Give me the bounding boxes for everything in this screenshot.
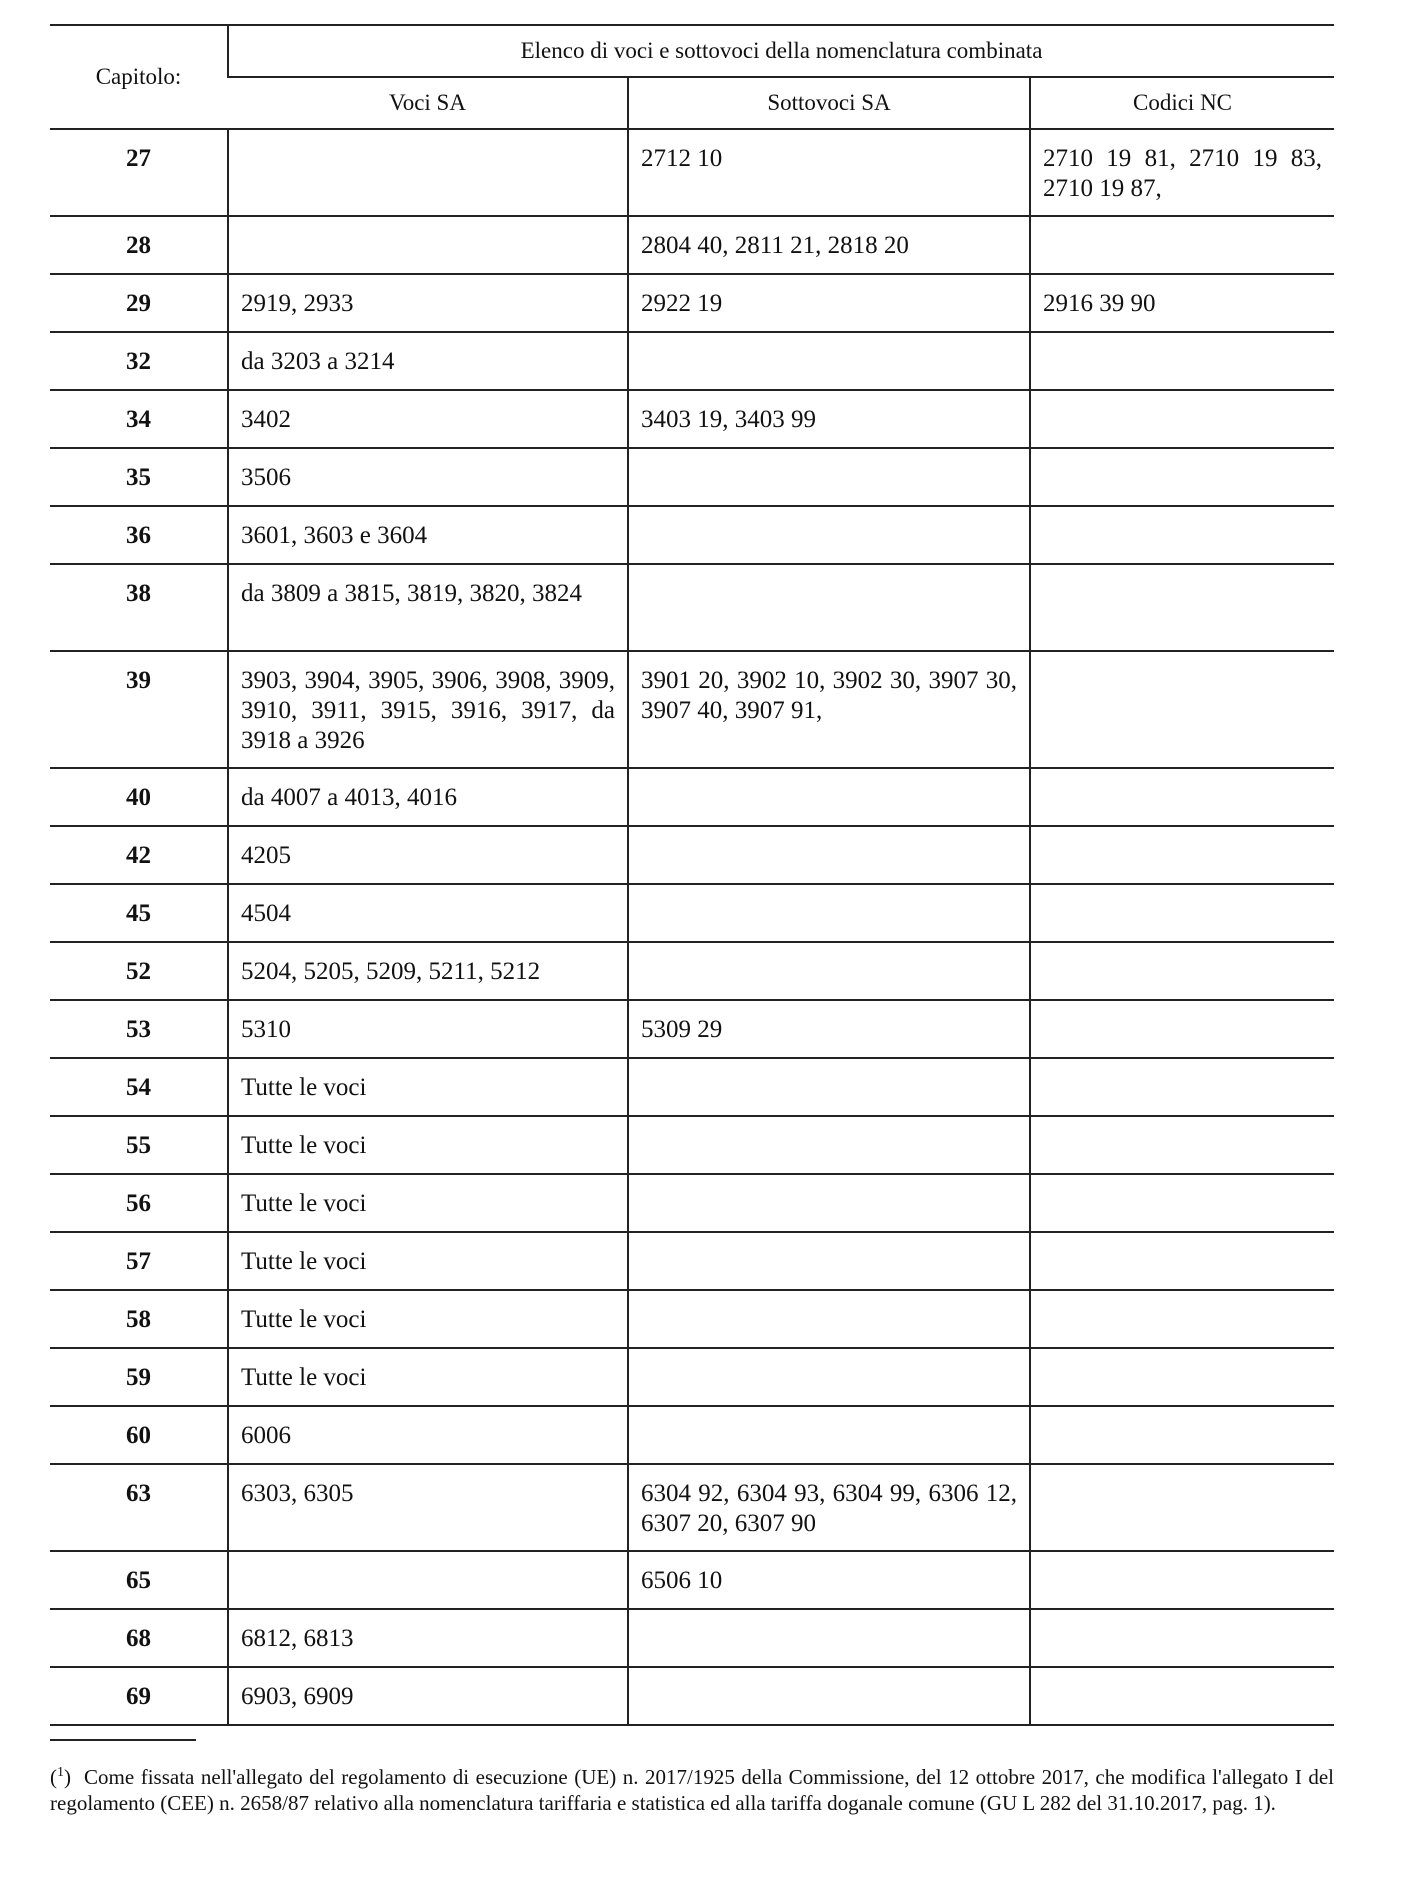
- voci-sa-cell: Tutte le voci: [228, 1116, 628, 1174]
- footnote-divider: [50, 1739, 196, 1741]
- table-row: [50, 274, 1334, 332]
- table-row: [50, 768, 1334, 826]
- sottovoci-sa-cell: [628, 1406, 1030, 1464]
- chapter-cell: 63: [50, 1464, 228, 1551]
- chapter-cell: 36: [50, 506, 228, 564]
- voci-sa-cell: Tutte le voci: [228, 1290, 628, 1348]
- chapter-cell: 29: [50, 274, 228, 332]
- codici-nc-cell: [1030, 448, 1334, 506]
- table-body: [50, 129, 1334, 1725]
- codici-nc-cell: [1030, 651, 1334, 768]
- codici-nc-cell: [1030, 826, 1334, 884]
- voci-sa-cell: 3402: [228, 390, 628, 448]
- footnote-marker: 1: [57, 1765, 64, 1780]
- codici-nc-cell: [1030, 332, 1334, 390]
- footnote: ($^1$) Come fissata nell'allegato del regolamento di esecuzione (UE) n. 2017/1925 della Commissione, del 12 ottobre 2017, che modifica l'allegato I del regolamento (CEE) n. 2658/87 relativo alla nomenclatura tariffaria e statistica ed alla tariffa doganale comune (GU L 282 del 31.10.2017, pag. 1).: [50, 1765, 1334, 1815]
- codici-nc-cell: [1030, 1290, 1334, 1348]
- voci-sa-cell: 4504: [228, 884, 628, 942]
- voci-sa-cell: 6903, 6909: [228, 1667, 628, 1725]
- codici-nc-cell: [1030, 768, 1334, 826]
- table-row: [50, 884, 1334, 942]
- table-row: [50, 1551, 1334, 1609]
- chapter-cell: 65: [50, 1551, 228, 1609]
- sottovoci-sa-cell: [628, 768, 1030, 826]
- codici-nc-cell: [1030, 1058, 1334, 1116]
- sottovoci-sa-cell: 2804 40, 2811 21, 2818 20: [628, 216, 1030, 274]
- chapter-cell: 55: [50, 1116, 228, 1174]
- voci-sa-cell: 5204, 5205, 5209, 5211, 5212: [228, 942, 628, 1000]
- table-row: [50, 1232, 1334, 1290]
- sottovoci-sa-cell: 3901 20, 3902 10, 3902 30, 3907 30, 3907 40, 3907 91,: [628, 651, 1030, 768]
- voci-sa-cell: da 3809 a 3815, 3819, 3820, 3824: [228, 564, 628, 651]
- chapter-cell: 34: [50, 390, 228, 448]
- table-row: [50, 1406, 1334, 1464]
- sottovoci-sa-cell: [628, 942, 1030, 1000]
- codici-nc-cell: [1030, 1609, 1334, 1667]
- table-row: [50, 1667, 1334, 1725]
- sottovoci-sa-cell: [628, 884, 1030, 942]
- voci-sa-cell: 2919, 2933: [228, 274, 628, 332]
- chapter-cell: 45: [50, 884, 228, 942]
- sottovoci-sa-cell: [628, 1174, 1030, 1232]
- chapter-cell: 40: [50, 768, 228, 826]
- voci-sa-cell: 6812, 6813: [228, 1609, 628, 1667]
- header-group: Elenco di voci e sottovoci della nomenclatura combinata: [228, 25, 1334, 77]
- voci-sa-cell: [228, 216, 628, 274]
- codici-nc-cell: [1030, 884, 1334, 942]
- voci-sa-cell: 5310: [228, 1000, 628, 1058]
- codici-nc-cell: 2710 19 81, 2710 19 83, 2710 19 87,: [1030, 129, 1334, 216]
- table-row: [50, 129, 1334, 216]
- header-sottovoci-sa: Sottovoci SA: [628, 77, 1030, 129]
- voci-sa-cell: [228, 129, 628, 216]
- voci-sa-cell: Tutte le voci: [228, 1174, 628, 1232]
- sottovoci-sa-cell: [628, 1667, 1030, 1725]
- chapter-cell: 27: [50, 129, 228, 216]
- sottovoci-sa-cell: 6304 92, 6304 93, 6304 99, 6306 12, 6307 20, 6307 90: [628, 1464, 1030, 1551]
- chapter-cell: 52: [50, 942, 228, 1000]
- sottovoci-sa-cell: [628, 1116, 1030, 1174]
- chapter-cell: 56: [50, 1174, 228, 1232]
- table-row: [50, 1464, 1334, 1551]
- chapter-cell: 32: [50, 332, 228, 390]
- chapter-cell: 54: [50, 1058, 228, 1116]
- nomenclature-table: [50, 24, 1334, 1726]
- chapter-cell: 53: [50, 1000, 228, 1058]
- chapter-cell: 28: [50, 216, 228, 274]
- voci-sa-cell: [228, 1551, 628, 1609]
- header-codici-nc: Codici NC: [1030, 77, 1334, 129]
- voci-sa-cell: Tutte le voci: [228, 1058, 628, 1116]
- table-row: [50, 1000, 1334, 1058]
- table-row: [50, 1348, 1334, 1406]
- voci-sa-cell: 4205: [228, 826, 628, 884]
- voci-sa-cell: da 4007 a 4013, 4016: [228, 768, 628, 826]
- voci-sa-cell: Tutte le voci: [228, 1348, 628, 1406]
- chapter-cell: 68: [50, 1609, 228, 1667]
- header-chapter: Capitolo:: [50, 25, 228, 129]
- codici-nc-cell: [1030, 216, 1334, 274]
- codici-nc-cell: [1030, 1232, 1334, 1290]
- chapter-cell: 59: [50, 1348, 228, 1406]
- codici-nc-cell: [1030, 942, 1334, 1000]
- sottovoci-sa-cell: [628, 1290, 1030, 1348]
- codici-nc-cell: [1030, 390, 1334, 448]
- chapter-cell: 42: [50, 826, 228, 884]
- voci-sa-cell: 3903, 3904, 3905, 3906, 3908, 3909, 3910, 3911, 3915, 3916, 3917, da 3918 a 3926: [228, 651, 628, 768]
- voci-sa-cell: 6303, 6305: [228, 1464, 628, 1551]
- table-row: [50, 1174, 1334, 1232]
- codici-nc-cell: [1030, 1174, 1334, 1232]
- voci-sa-cell: 3506: [228, 448, 628, 506]
- table-row: [50, 942, 1334, 1000]
- codici-nc-cell: [1030, 1000, 1334, 1058]
- table-row: [50, 216, 1334, 274]
- codici-nc-cell: 2916 39 90: [1030, 274, 1334, 332]
- table-row: [50, 1116, 1334, 1174]
- chapter-cell: 35: [50, 448, 228, 506]
- sottovoci-sa-cell: 2712 10: [628, 129, 1030, 216]
- table-row: [50, 1290, 1334, 1348]
- voci-sa-cell: Tutte le voci: [228, 1232, 628, 1290]
- table-row: [50, 448, 1334, 506]
- table-row: [50, 390, 1334, 448]
- header-voci-sa: Voci SA: [228, 77, 628, 129]
- chapter-cell: 60: [50, 1406, 228, 1464]
- sottovoci-sa-cell: [628, 564, 1030, 651]
- voci-sa-cell: da 3203 a 3214: [228, 332, 628, 390]
- sottovoci-sa-cell: [628, 1348, 1030, 1406]
- voci-sa-cell: 3601, 3603 e 3604: [228, 506, 628, 564]
- codici-nc-cell: [1030, 1348, 1334, 1406]
- codici-nc-cell: [1030, 564, 1334, 651]
- codici-nc-cell: [1030, 506, 1334, 564]
- sottovoci-sa-cell: 6506 10: [628, 1551, 1030, 1609]
- table-row: [50, 826, 1334, 884]
- chapter-cell: 58: [50, 1290, 228, 1348]
- sottovoci-sa-cell: [628, 448, 1030, 506]
- table-row: [50, 564, 1334, 651]
- codici-nc-cell: [1030, 1406, 1334, 1464]
- sottovoci-sa-cell: 5309 29: [628, 1000, 1030, 1058]
- sottovoci-sa-cell: [628, 332, 1030, 390]
- codici-nc-cell: [1030, 1464, 1334, 1551]
- sottovoci-sa-cell: 3403 19, 3403 99: [628, 390, 1030, 448]
- codici-nc-cell: [1030, 1667, 1334, 1725]
- codici-nc-cell: [1030, 1116, 1334, 1174]
- sottovoci-sa-cell: [628, 506, 1030, 564]
- chapter-cell: 57: [50, 1232, 228, 1290]
- sottovoci-sa-cell: [628, 1232, 1030, 1290]
- table-row: [50, 506, 1334, 564]
- chapter-cell: 38: [50, 564, 228, 651]
- sottovoci-sa-cell: [628, 1609, 1030, 1667]
- chapter-cell: 69: [126, 1683, 151, 1710]
- footnote-text: Come fissata nell'allegato del regolamento di esecuzione (UE) n. 2017/1925 della Commissione, del 12 ottobre 2017, che modifica l'allegato I del regolamento (CEE) n. 2658/87 relativo alla nomenclatura tariffaria e statistica ed alla tariffa doganale comune (GU L 282 del 31.10.2017, pag. 1).: [50, 1765, 1334, 1815]
- sottovoci-sa-cell: 2922 19: [628, 274, 1030, 332]
- chapter-cell: 39: [50, 651, 228, 768]
- table-row: [50, 1609, 1334, 1667]
- codici-nc-cell: [1030, 1551, 1334, 1609]
- sottovoci-sa-cell: [628, 826, 1030, 884]
- table-row: [50, 1058, 1334, 1116]
- voci-sa-cell: 6006: [228, 1406, 628, 1464]
- table-row: [50, 332, 1334, 390]
- sottovoci-sa-cell: [628, 1058, 1030, 1116]
- table-row: [50, 651, 1334, 768]
